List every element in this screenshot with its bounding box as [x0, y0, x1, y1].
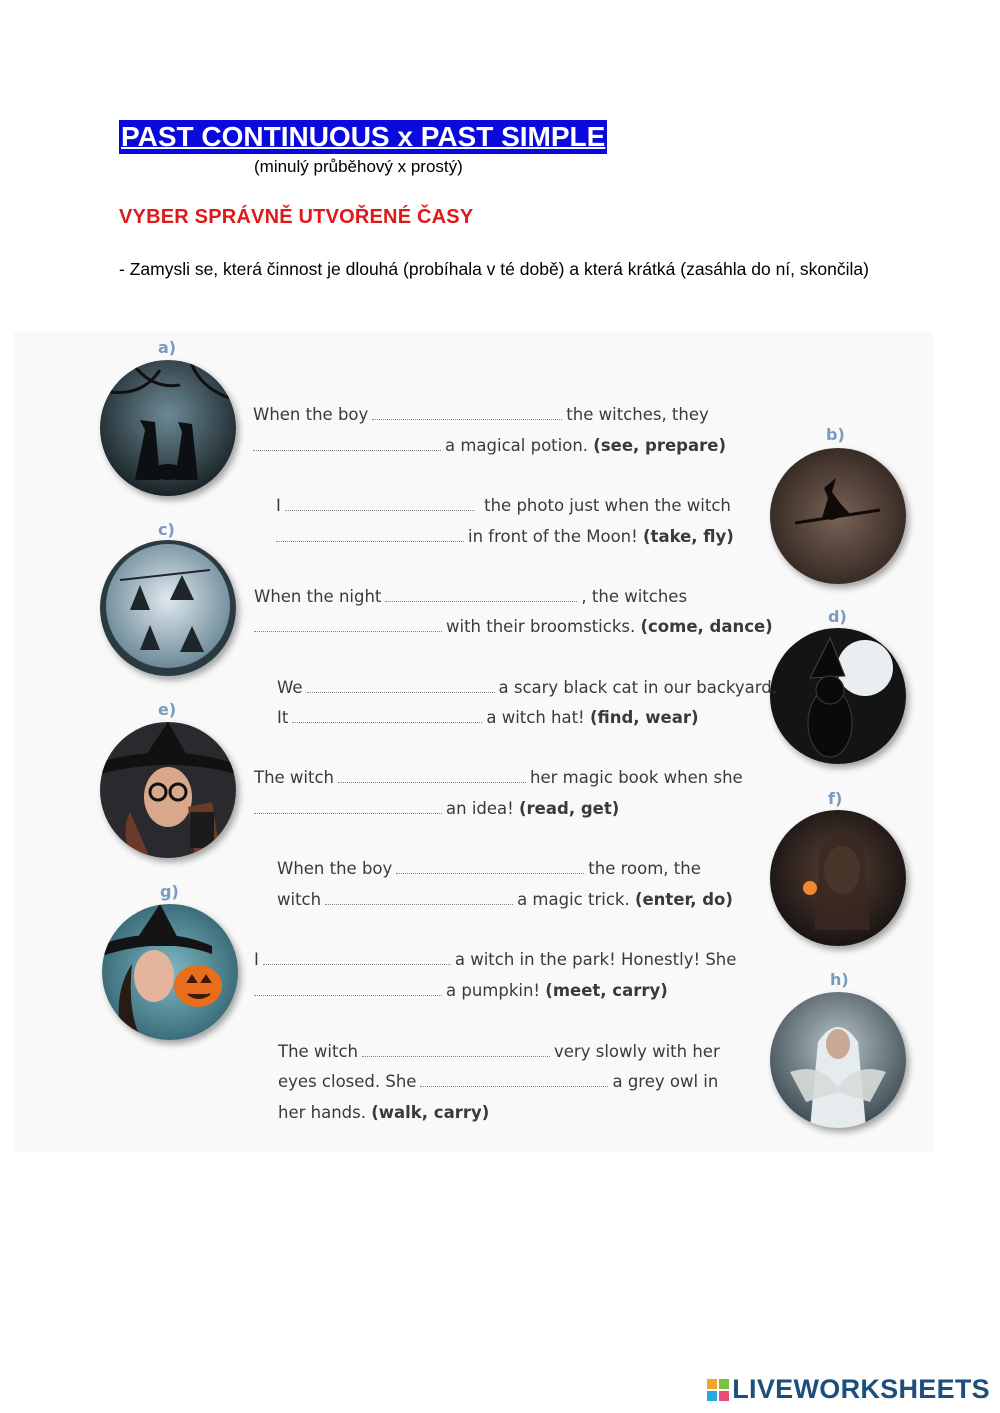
exercise-g-line-2: [254, 981, 668, 1000]
exercise-e-line-1: [254, 768, 743, 787]
image-h-witch-owl: [770, 992, 906, 1128]
exercise-a-text-3: a magical potion.: [445, 436, 589, 455]
exercise-d-line-1: [277, 678, 777, 697]
label-f: f): [828, 789, 843, 808]
exercise-f-text-1: When the boy: [277, 859, 393, 878]
task-heading: VYBER SPRÁVNĚ UTVOŘENÉ ČASY: [119, 206, 474, 228]
exercise-a-text-1: When the boy: [253, 405, 369, 424]
label-d: d): [828, 607, 847, 626]
exercise-f-text-3: witch: [277, 890, 322, 909]
exercise-g-verbs: (meet, carry): [545, 981, 668, 1000]
exercise-f-text-2: the room, the: [588, 859, 701, 878]
exercise-d-text-4: a witch hat!: [486, 708, 585, 727]
image-f-witch-magic: [770, 810, 906, 946]
liveworksheets-logo: [707, 1374, 990, 1405]
exercise-e-blank-1[interactable]: [338, 770, 526, 783]
exercise-c-text-2: , the witches: [581, 587, 688, 606]
exercise-a-verbs: (see, prepare): [593, 436, 726, 455]
exercise-d-blank-2[interactable]: [292, 710, 482, 723]
label-c: c): [158, 520, 175, 539]
exercise-h-text-2: very slowly with her: [554, 1042, 720, 1061]
exercise-d-line-2: [277, 708, 699, 727]
exercise-c-blank-2[interactable]: [254, 619, 442, 632]
exercise-b-verbs: (take, fly): [643, 527, 734, 546]
label-e: e): [158, 700, 177, 719]
exercise-a-line-2: [253, 436, 726, 455]
exercise-b-line-1: [276, 496, 731, 515]
exercise-f-blank-2[interactable]: [325, 892, 513, 905]
page-title: PAST CONTINUOUS x PAST SIMPLE: [121, 121, 606, 152]
exercise-a-blank-1[interactable]: [372, 407, 562, 420]
exercise-f-blank-1[interactable]: [396, 861, 584, 874]
exercise-a-blank-2[interactable]: [253, 438, 441, 451]
exercise-g-blank-2[interactable]: [254, 983, 442, 996]
image-g-witch-pumpkin: [102, 904, 238, 1040]
exercise-b-text-1: I: [276, 496, 281, 515]
exercise-c-text-3: with their broomsticks.: [446, 617, 636, 636]
exercise-b-text-2: the photo just when the witch: [484, 496, 731, 515]
exercise-h-line-1: [278, 1042, 720, 1061]
exercise-f-verbs: (enter, do): [634, 890, 733, 909]
instruction-text: - Zamysli se, která činnost je dlouhá (probíhala v té době) a která krátká (zasáhla do ní, skončila): [119, 259, 869, 279]
exercise-e-text-2: her magic book when she: [530, 768, 743, 787]
exercise-f-line-2: [277, 890, 733, 909]
exercise-c-line-2: [254, 617, 773, 636]
exercise-a-text-2: the witches, they: [566, 405, 709, 424]
exercise-h-verbs: (walk, carry): [371, 1103, 490, 1122]
exercise-h-line-3: [278, 1103, 489, 1122]
exercise-e-verbs: (read, get): [519, 799, 620, 818]
exercise-d-verbs: (find, wear): [589, 708, 699, 727]
label-a: a): [158, 338, 177, 357]
exercise-f-line-1: [277, 859, 701, 878]
exercise-h-text-1: The witch: [278, 1042, 359, 1061]
exercise-a-line-1: [253, 405, 709, 424]
exercise-b-line-2: [276, 527, 734, 546]
exercise-e-text-1: The witch: [254, 768, 335, 787]
image-c-witches-dancing: [100, 540, 236, 676]
exercise-h-blank-2[interactable]: [420, 1074, 608, 1087]
page-subtitle: (minulý průběhový x prostý): [254, 157, 463, 176]
label-g: g): [160, 882, 179, 901]
image-d-black-cat-hat: [770, 628, 906, 764]
label-b: b): [826, 425, 845, 444]
exercise-c-line-1: [254, 587, 687, 606]
exercise-b-blank-1[interactable]: [285, 498, 475, 511]
exercise-g-line-1: [254, 950, 736, 969]
exercise-d-text-2: a scary black cat in our backyard.: [498, 678, 777, 697]
exercise-b-text-3: in front of the Moon!: [468, 527, 638, 546]
exercise-g-blank-1[interactable]: [263, 952, 451, 965]
exercise-f-text-4: a magic trick.: [517, 890, 630, 909]
exercise-c-verbs: (come, dance): [640, 617, 773, 636]
exercise-h-blank-1[interactable]: [362, 1044, 550, 1057]
exercise-e-line-2: [254, 799, 619, 818]
exercise-b-blank-2[interactable]: [276, 529, 464, 542]
brand-name: LIVEWORKSHEETS: [732, 1374, 990, 1404]
exercise-g-text-2: a witch in the park! Honestly! She: [454, 950, 737, 969]
exercise-g-text-1: I: [254, 950, 259, 969]
image-a-witches-potion: [100, 360, 236, 496]
image-e-witch-reading: [100, 722, 236, 858]
exercise-c-blank-1[interactable]: [385, 589, 577, 602]
logo-squares-icon: [707, 1379, 729, 1401]
exercise-e-blank-2[interactable]: [254, 801, 442, 814]
exercise-d-text-3: It: [277, 708, 289, 727]
exercise-e-text-3: an idea!: [446, 799, 514, 818]
exercise-c-text-1: When the night: [254, 587, 382, 606]
exercise-h-text-3: eyes closed. She: [278, 1072, 417, 1091]
exercise-h-line-2: [278, 1072, 718, 1091]
image-b-witch-flying-moon: [770, 448, 906, 584]
exercise-d-blank-1[interactable]: [307, 680, 495, 693]
exercise-h-text-4: a grey owl in: [612, 1072, 719, 1091]
exercise-g-text-3: a pumpkin!: [446, 981, 541, 1000]
exercise-h-text-5: her hands.: [278, 1103, 366, 1122]
label-h: h): [830, 970, 849, 989]
exercise-d-text-1: We: [277, 678, 303, 697]
